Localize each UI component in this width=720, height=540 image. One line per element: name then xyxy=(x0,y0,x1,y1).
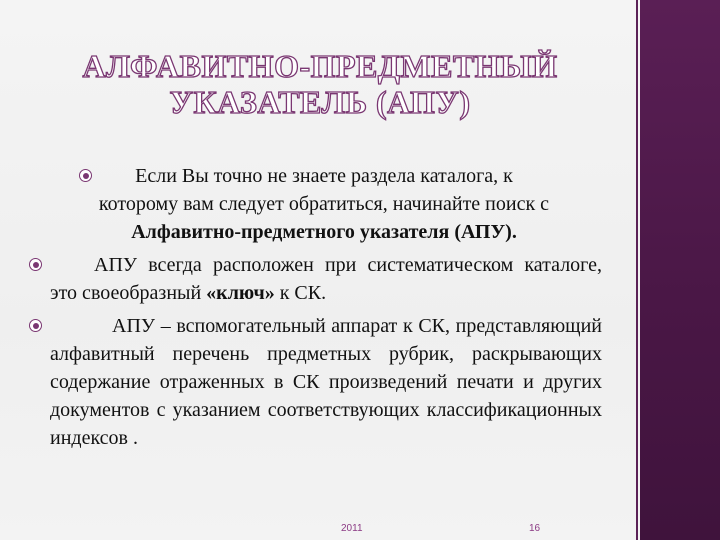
bullet-1-line-2: которому вам следует обратиться, начинайте поиск с xyxy=(98,193,550,215)
bullet-2-text: АПУ всегда расположен при систематическом каталоге, это своеобразный xyxy=(50,254,602,304)
bullet-item-3 xyxy=(50,312,602,452)
side-accent-line xyxy=(636,0,638,540)
title-line-1: АЛФАВИТНО-ПРЕДМЕТНЫЙ xyxy=(82,48,558,84)
bullet-item-2 xyxy=(50,251,602,307)
title-line-2: УКАЗАТЕЛЬ (АПУ) xyxy=(169,84,471,120)
bullet-2-text-after: к СК. xyxy=(274,282,327,304)
circle-dot-bullet-icon xyxy=(29,319,42,332)
bullet-3-text: АПУ – вспомогательный аппарат к СК, представляющий алфавитный перечень предметных рубрик, раскрывающих содержание отраженных в СК произведений печати и других документов с указанием соответствующих классификационных индексов . xyxy=(50,315,602,449)
side-band xyxy=(640,0,720,540)
circle-dot-bullet-icon xyxy=(29,258,42,271)
bullet-list xyxy=(50,162,602,457)
bullet-item-1 xyxy=(50,162,602,246)
circle-dot-bullet-icon xyxy=(79,169,92,182)
footer-page-number: 16 xyxy=(529,523,541,534)
bullet-1-bold-text: Алфавитно-предметного указателя (АПУ). xyxy=(131,221,517,243)
slide-title xyxy=(60,48,580,120)
bullet-1-line-1: Если Вы точно не знаете раздела каталога, к xyxy=(135,165,513,187)
bullet-2-bold-text: «ключ» xyxy=(206,282,275,304)
footer-date: 2011 xyxy=(341,523,363,534)
